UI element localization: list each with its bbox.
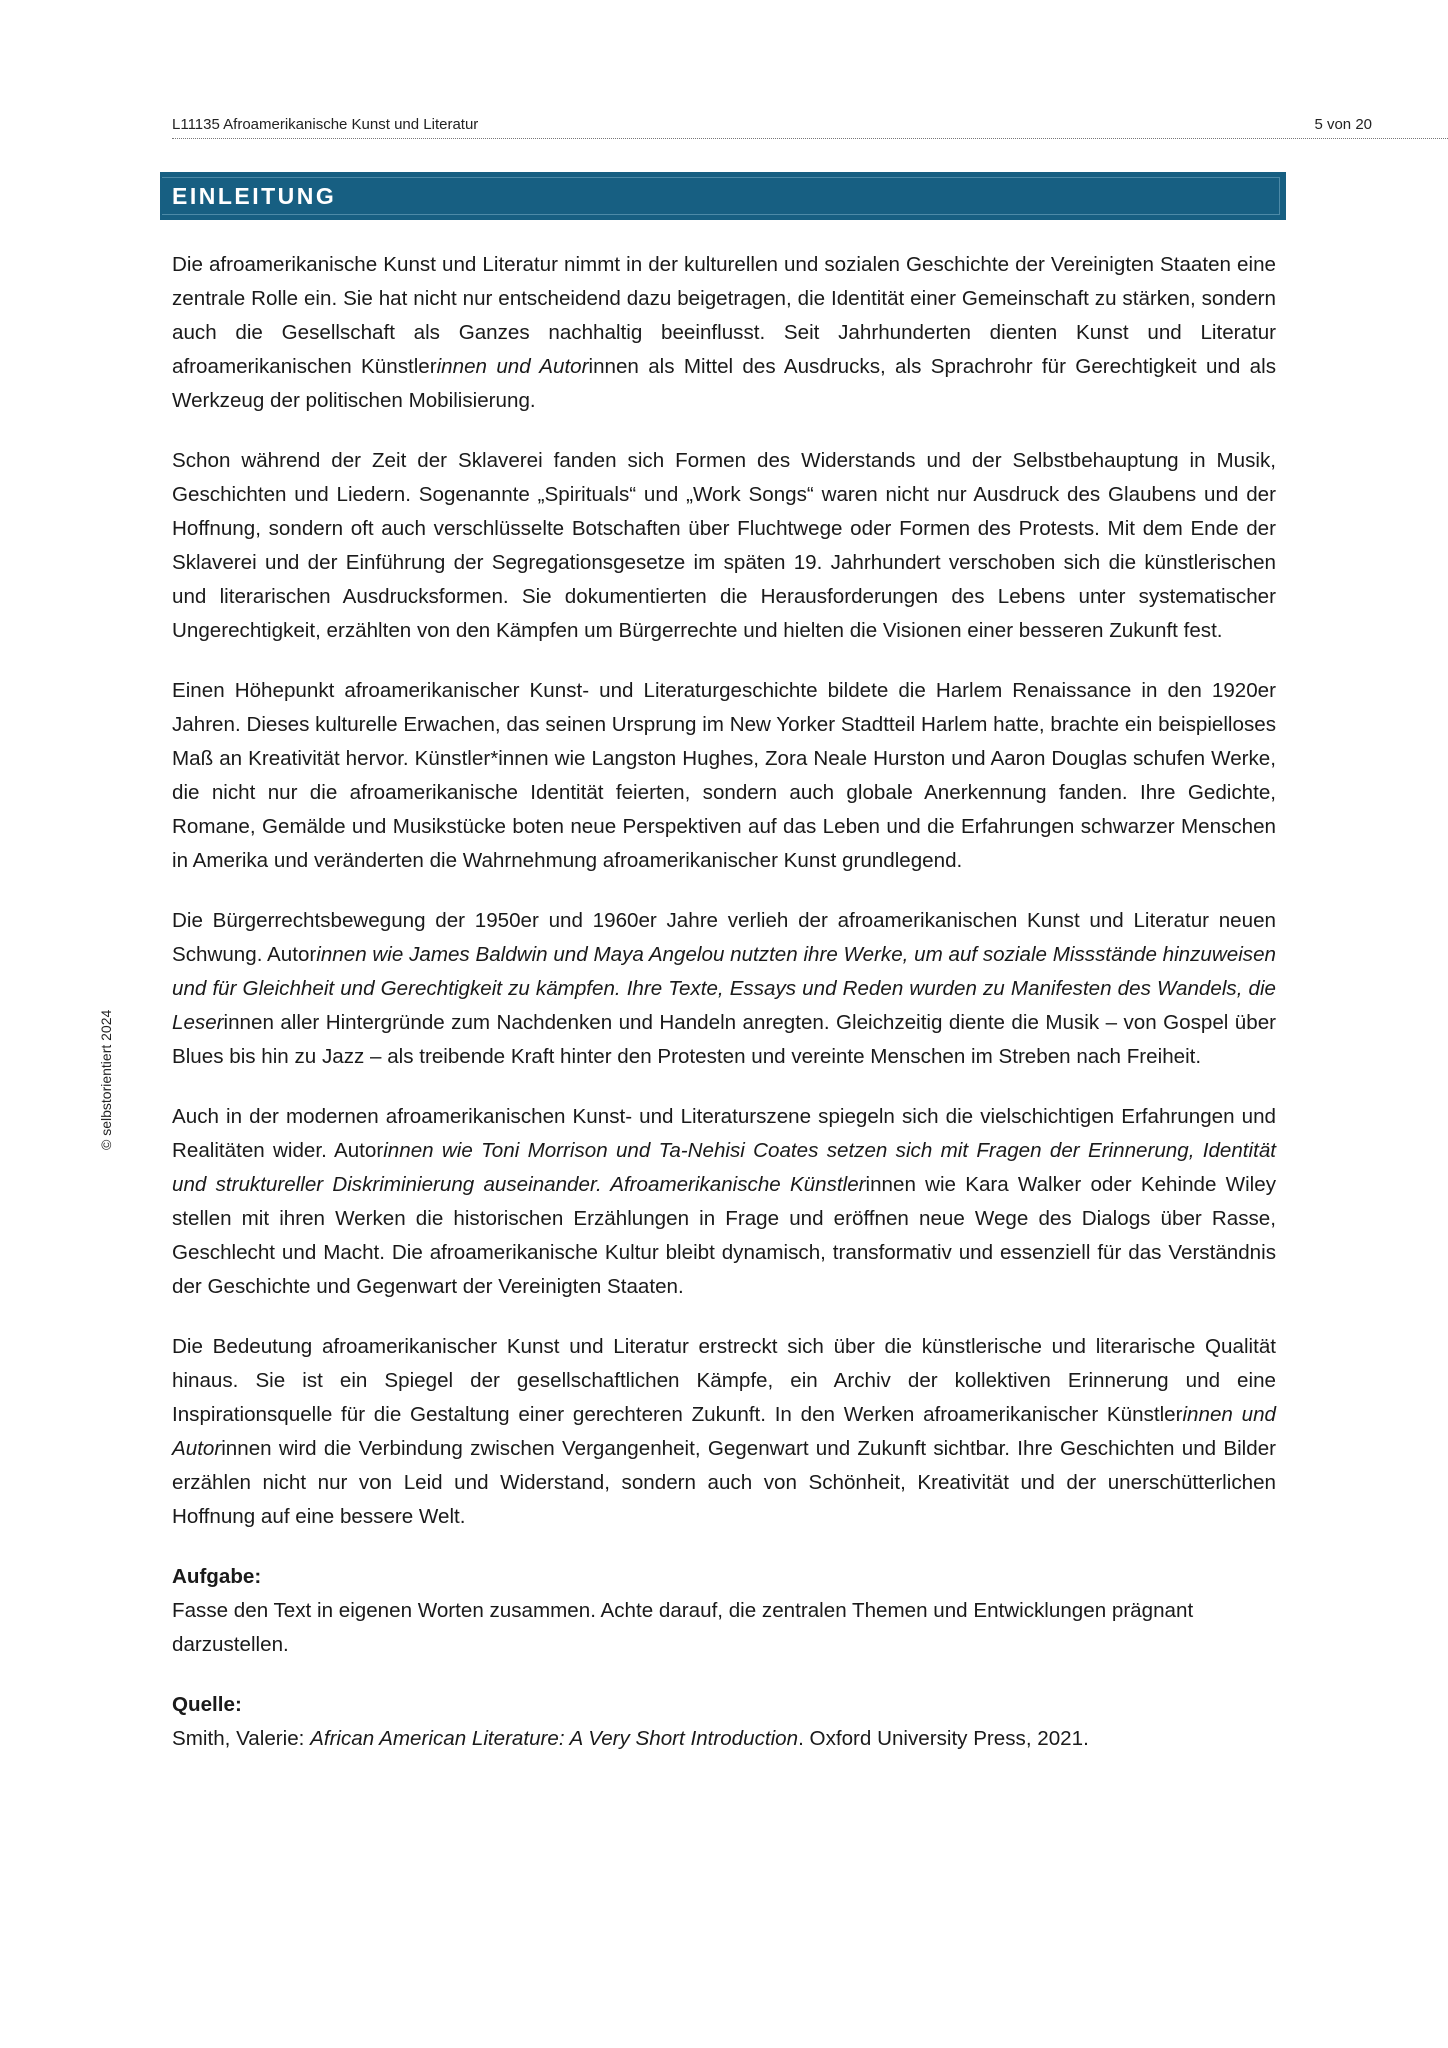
- task-text: Fasse den Text in eigenen Worten zusammen. Achte darauf, die zentralen Themen und Entwicklungen prägnant darzustellen.: [172, 1599, 1194, 1656]
- text-segment-italic: innen und Autor: [172, 1403, 1276, 1460]
- text-segment: Die Bürgerrechtsbewegung der 1950er und 1960er Jahre verlieh der afroamerikanischen Kunst und Literatur neuen Schwung. Autor: [172, 909, 1276, 966]
- source-publisher: . Oxford University Press, 2021.: [798, 1727, 1089, 1750]
- section-heading: EINLEITUNG: [172, 183, 337, 209]
- paragraph-1: [172, 248, 1276, 418]
- paragraph-2: [172, 444, 1276, 648]
- text-segment: Auch in der modernen afroamerikanischen Kunst- und Literaturszene spiegeln sich die vielschichtigen Erfahrungen und Realitäten wider. Autor: [172, 1105, 1276, 1162]
- text-segment: innen wie Kara Walker oder Kehinde Wiley stellen mit ihren Werken die historischen Erzählungen in Frage und eröffnen neue Wege des Dialogs über Rasse, Geschlecht und Macht. Die afroamerikanische Kultur bleibt dynamisch, transformativ und essenziell für das Verständnis der Geschichte und Gegenwart der Vereinigten Staaten.: [172, 1173, 1276, 1298]
- text-segment: Die Bedeutung afroamerikanischer Kunst und Literatur erstreckt sich über die künstlerische und literarische Qualität hinaus. Sie ist ein Spiegel der gesellschaftlichen Kämpfe, ein Archiv der kollektiven Erinnerung und eine Inspirationsquelle für die Gestaltung einer gerechteren Zukunft. In den Werken afroamerikanischer Künstler: [172, 1335, 1276, 1426]
- task-label: Aufgabe:: [172, 1565, 262, 1588]
- text-segment: Die afroamerikanische Kunst und Literatur nimmt in der kulturellen und sozialen Geschichte der Vereinigten Staaten eine zentrale Rolle ein. Sie hat nicht nur entscheidend dazu beigetragen, die Identität einer Gemeinschaft zu stärken, sondern auch die Gesellschaft als Ganzes nachhaltig beeinflusst. Seit Jahrhunderten dienten Kunst und Literatur afroamerikanischen Künstler: [172, 253, 1276, 378]
- source-label: Quelle:: [172, 1693, 242, 1716]
- page-header: [172, 112, 1372, 138]
- text-segment: Einen Höhepunkt afroamerikanischer Kunst- und Literaturgeschichte bildete die Harlem Renaissance in den 1920er Jahren. Dieses kulturelle Erwachen, das seinen Ursprung im New Yorker Stadtteil Harlem hatte, brachte ein beispielloses Maß an Kreativität hervor. Künstler*innen wie Langston Hughes, Zora Neale Hurston und Aaron Douglas schufen Werke, die nicht nur die afroamerikanische Identität feierten, sondern auch globale Anerkennung fanden. Ihre Gedichte, Romane, Gemälde und Musikstücke boten neue Perspektiven auf das Leben und die Erfahrungen schwarzer Menschen in Amerika und veränderten die Wahrnehmung afroamerikanischer Kunst grundlegend.: [172, 679, 1276, 872]
- text-segment: innen wird die Verbindung zwischen Vergangenheit, Gegenwart und Zukunft sichtbar. Ihre Geschichten und Bilder erzählen nicht nur von Leid und Widerstand, sondern auch von Schönheit, Kreativität und der unerschütterlichen Hoffnung auf eine bessere Welt.: [172, 1437, 1276, 1528]
- source-citation: [172, 1722, 1276, 1756]
- copyright-notice: © selbstorientiert 2024: [98, 1009, 114, 1150]
- source-author: Smith, Valerie:: [172, 1727, 311, 1750]
- header-divider: [172, 138, 1448, 139]
- text-segment-italic: innen und Autor: [436, 355, 589, 378]
- document-title: L11135 Afroamerikanische Kunst und Literatur: [172, 116, 479, 133]
- section-banner: [160, 172, 1286, 220]
- paragraph-3: [172, 674, 1276, 878]
- text-segment: Schon während der Zeit der Sklaverei fanden sich Formen des Widerstands und der Selbstbehauptung in Musik, Geschichten und Liedern. Sogenannte „Spirituals“ und „Work Songs“ waren nicht nur Ausdruck des Glaubens und der Hoffnung, sondern oft auch verschlüsselte Botschaften über Fluchtwege oder Formen des Protests. Mit dem Ende der Sklaverei und der Einführung der Segregationsgesetze im späten 19. Jahrhundert verschoben sich die künstlerischen und literarischen Ausdrucksformen. Sie dokumentierten die Herausforderungen des Lebens unter systematischer Ungerechtigkeit, erzählten von den Kämpfen um Bürgerrechte und hielten die Visionen einer besseren Zukunft fest.: [172, 449, 1276, 642]
- body-content: [172, 248, 1276, 1782]
- text-segment-italic: innen wie James Baldwin und Maya Angelou nutzten ihre Werke, um auf soziale Missstände hinzuweisen und für Gleichheit und Gerechtigkeit zu kämpfen. Ihre Texte, Essays und Reden wurden zu Manifesten des Wandels, die Leser: [172, 943, 1276, 1034]
- paragraph-6: [172, 1330, 1276, 1534]
- page-indicator: 5 von 20: [1314, 116, 1372, 133]
- paragraph-5: [172, 1100, 1276, 1304]
- source-title: African American Literature: A Very Short Introduction: [310, 1727, 799, 1750]
- text-segment: innen aller Hintergründe zum Nachdenken und Handeln anregten. Gleichzeitig diente die Musik – von Gospel über Blues bis hin zu Jazz – als treibende Kraft hinter den Protesten und vereinte Menschen im Streben nach Freiheit.: [172, 1011, 1276, 1068]
- paragraph-4: [172, 904, 1276, 1074]
- text-segment-italic: innen wie Toni Morrison und Ta-Nehisi Coates setzen sich mit Fragen der Erinnerung, Identität und struktureller Diskriminierung auseinander. Afroamerikanische Künstler: [172, 1139, 1276, 1196]
- text-segment: innen als Mittel des Ausdrucks, als Sprachrohr für Gerechtigkeit und als Werkzeug der politischen Mobilisierung.: [172, 355, 1276, 412]
